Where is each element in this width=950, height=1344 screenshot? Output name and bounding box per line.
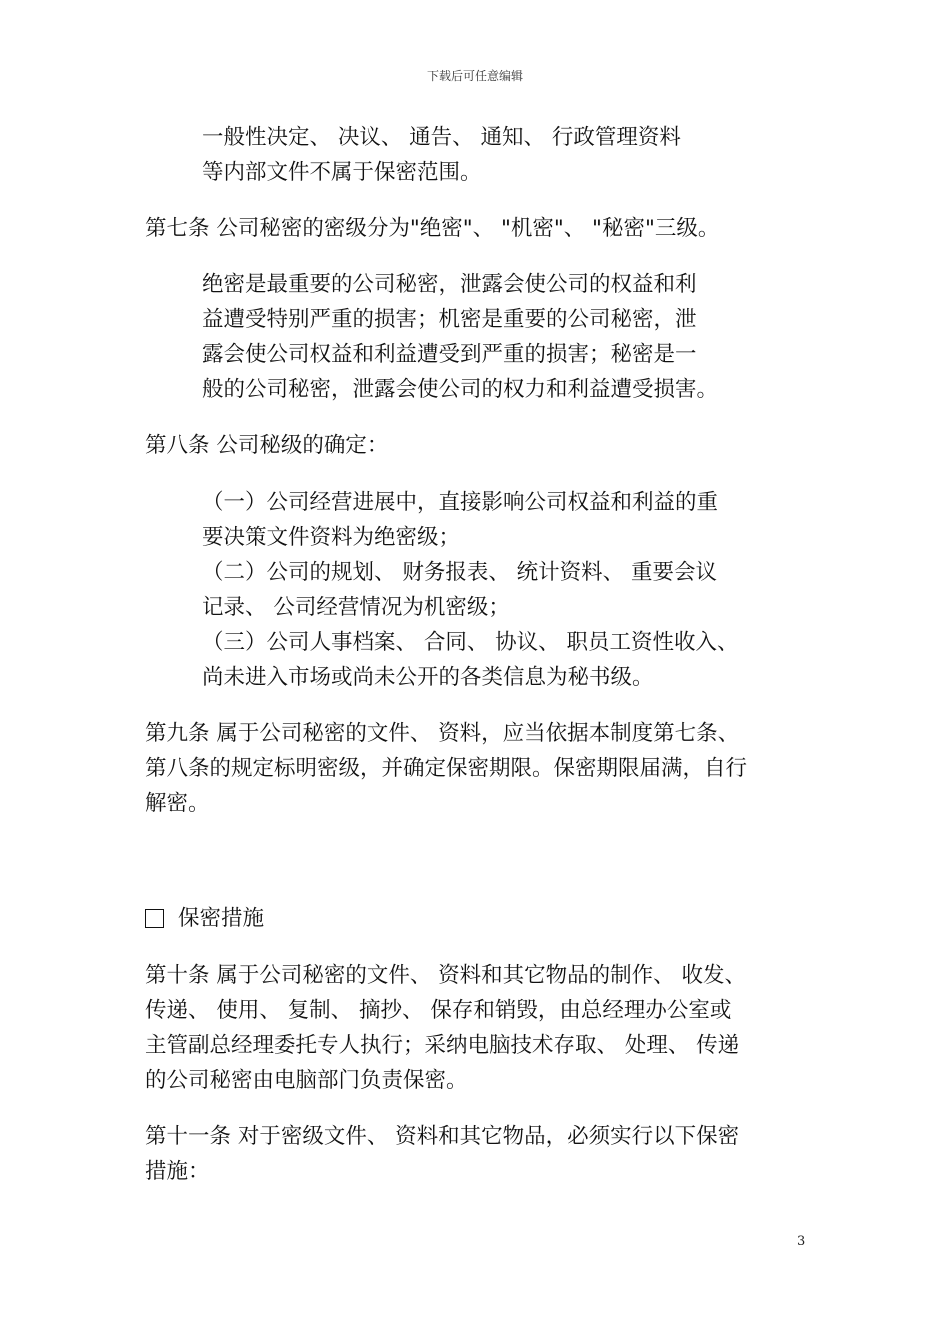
text-line: 记录、 公司经营情况为机密级； xyxy=(202,595,510,620)
section-title: 保密措施 xyxy=(178,906,265,931)
text-line: 的公司秘密由电脑部门负责保密。 xyxy=(145,1068,468,1093)
text-line: 一般性决定、 决议、 通告、 通知、 行政管理资料 xyxy=(202,125,681,150)
text-line: 益遭受特别严重的损害；机密是重要的公司秘密，泄 xyxy=(202,307,697,332)
text-line: 第十条 属于公司秘密的文件、 资料和其它物品的制作、 收发、 xyxy=(145,963,747,988)
text-line: 第八条 公司秘级的确定： xyxy=(145,433,389,458)
text-line: 要决策文件资料为绝密级； xyxy=(202,525,461,550)
text-line: （二）公司的规划、 财务报表、 统计资料、 重要会议 xyxy=(202,560,718,585)
paragraph-level-list xyxy=(202,485,739,695)
article-8 xyxy=(145,428,388,463)
text-line: 等内部文件不属于保密范围。 xyxy=(202,160,482,185)
article-9 xyxy=(145,716,747,821)
text-line: 传递、 使用、 复制、 摘抄、 保存和销毁，由总经理办公室或 xyxy=(145,998,732,1023)
text-line: 解密。 xyxy=(145,791,210,816)
section-heading xyxy=(145,901,264,936)
text-line: 第八条的规定标明密级，并确定保密期限。保密期限届满，自行 xyxy=(145,756,748,781)
page-number: 3 xyxy=(797,1234,806,1249)
text-line: 露会使公司权益和利益遭受到严重的损害；秘密是一 xyxy=(202,342,697,367)
text-line: 般的公司秘密，泄露会使公司的权力和利益遭受损害。 xyxy=(202,377,719,402)
text-line: 绝密是最重要的公司秘密，泄露会使公司的权益和利 xyxy=(202,272,697,297)
text-line: 主管副总经理委托专人执行；采纳电脑技术存取、 处理、 传递 xyxy=(145,1033,740,1058)
text-line: 第九条 属于公司秘密的文件、 资料，应当依据本制度第七条、 xyxy=(145,721,740,746)
page-header: 下载后可任意编辑 xyxy=(426,69,523,83)
article-10 xyxy=(145,958,746,1098)
text-line: 第十一条 对于密级文件、 资料和其它物品，必须实行以下保密 xyxy=(145,1124,740,1149)
checkbox-icon xyxy=(145,909,164,928)
paragraph-scope xyxy=(202,120,681,190)
text-line: （一）公司经营进展中，直接影响公司权益和利益的重 xyxy=(202,490,719,515)
text-line: （三）公司人事档案、 合同、 协议、 职员工资性收入、 xyxy=(202,630,739,655)
article-11 xyxy=(145,1119,739,1189)
article-7 xyxy=(145,211,719,246)
text-line: 尚未进入市场或尚未公开的各类信息为秘书级。 xyxy=(202,665,654,690)
paragraph-levels-description xyxy=(202,267,718,407)
text-line: 第七条 公司秘密的密级分为"绝密"、 "机密"、 "秘密"三级。 xyxy=(145,216,720,241)
text-line: 措施： xyxy=(145,1159,210,1184)
